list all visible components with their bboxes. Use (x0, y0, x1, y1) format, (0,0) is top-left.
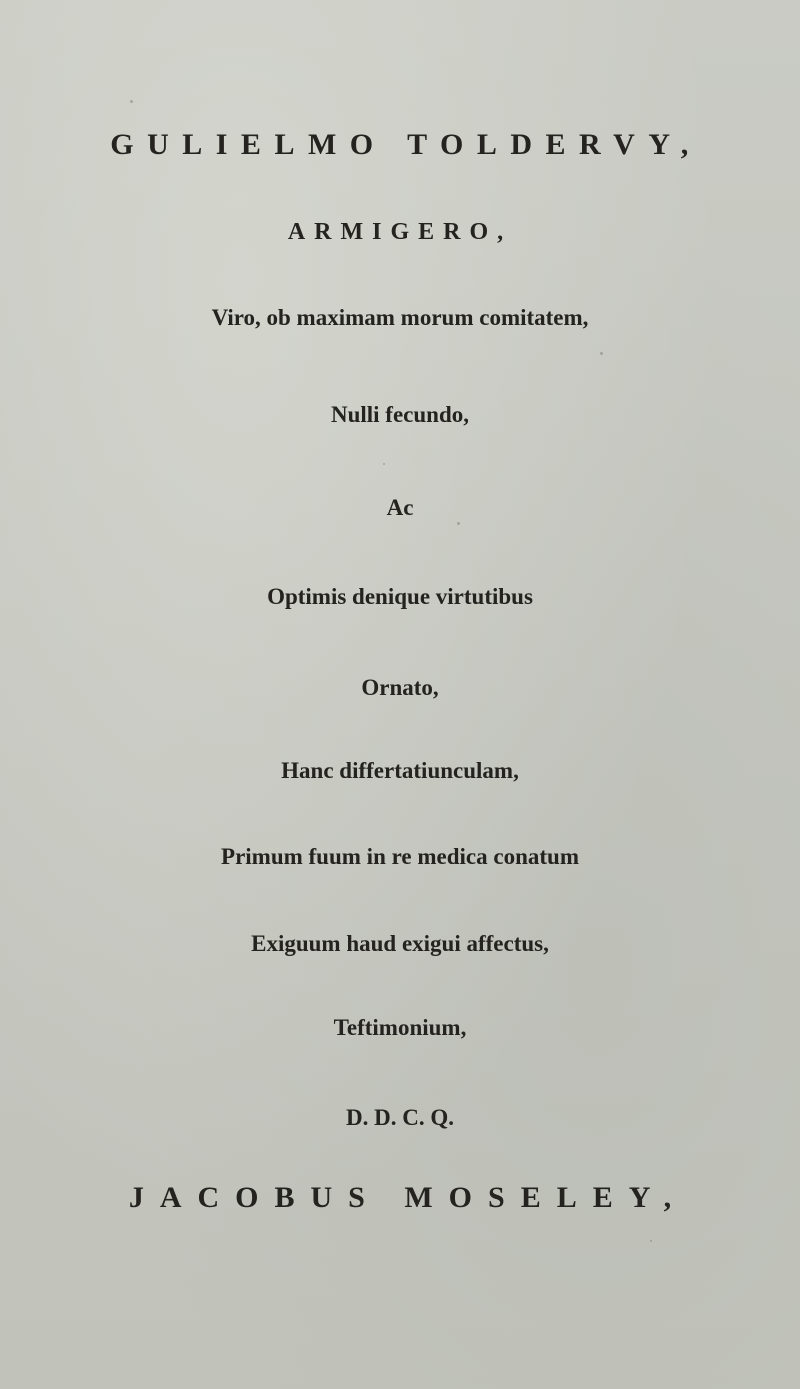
author-name: JACOBUS MOSELEY, (128, 1181, 688, 1214)
dedication-line: Hanc differtatiunculam, (281, 758, 519, 783)
paper-speck (650, 1240, 652, 1242)
dedication-line: Exiguum haud exigui affectus, (251, 931, 549, 956)
dedication-line: Nulli fecundo, (330, 402, 470, 427)
paper-speck (600, 352, 603, 355)
dedication-line: Primum fuum in re medica conatum (221, 844, 579, 869)
dedication-line: Ornato, (361, 675, 439, 700)
dedication-line: Viro, ob maximam morum comitatem, (211, 305, 589, 330)
dedicatee-name: GULIELMO TOLDERVY, (110, 128, 702, 161)
dedication-line: D. D. C. Q. (346, 1105, 454, 1130)
dedication-line: Optimis denique virtutibus (267, 584, 533, 609)
dedication-line: Ac (386, 495, 414, 520)
paper-speck (457, 522, 460, 525)
dedicatee-title: ARMIGERO, (287, 219, 513, 245)
dedication-line: Teftimonium, (333, 1015, 467, 1040)
paper-speck (130, 100, 133, 103)
paper-speck (383, 463, 385, 465)
